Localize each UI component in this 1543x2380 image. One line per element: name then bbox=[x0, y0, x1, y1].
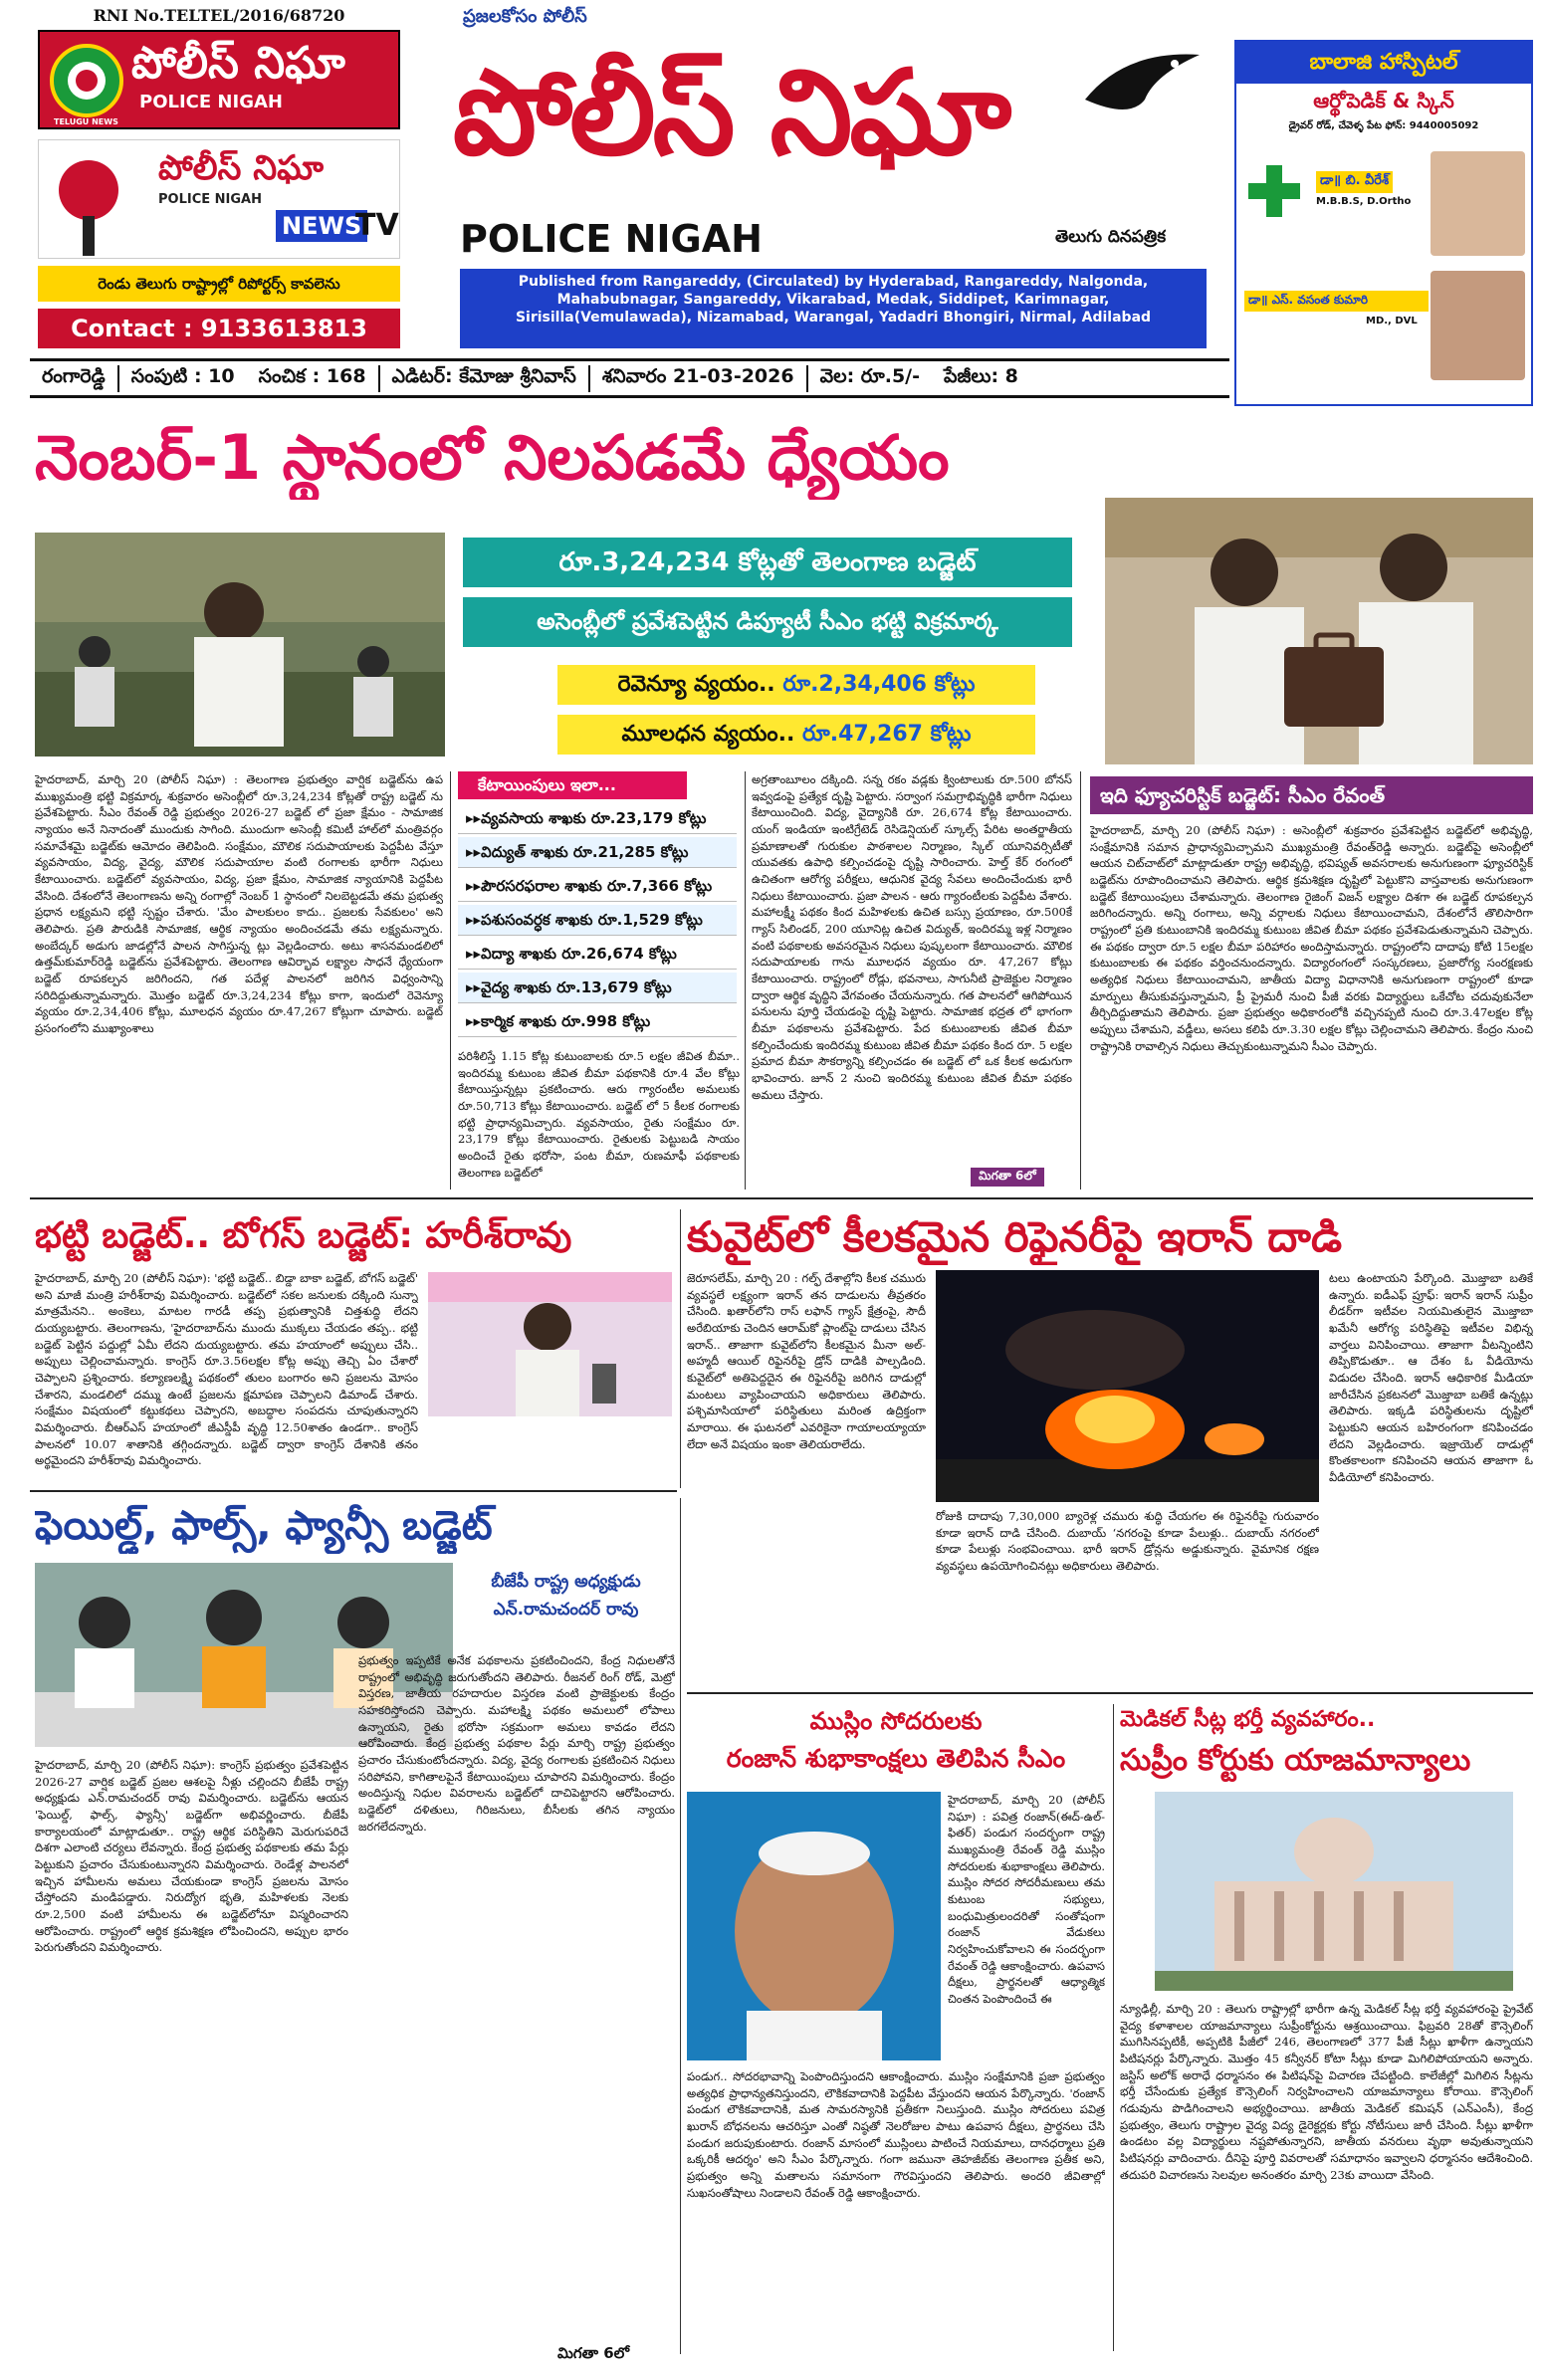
news-badge: NEWS bbox=[276, 210, 367, 242]
revenue-value: రూ.2,34,406 కోట్లు bbox=[782, 672, 976, 697]
left-logo-title: పోలీస్ నిఘా bbox=[131, 38, 345, 89]
info-pages: పేజీలు: 8 bbox=[944, 364, 1018, 387]
hospital-ad bbox=[1234, 40, 1533, 406]
ramzan-headline-1: ముస్లిం సోదరులకు bbox=[809, 1707, 983, 1735]
revanth-headline: ఇది ఫ్యూచరిస్టిక్ బడ్జెట్: సీఎం రేవంత్ bbox=[1090, 776, 1533, 814]
main-headline: నెంబర్-1 స్థానంలో నిలపడమే ధ్యేయం bbox=[35, 421, 950, 494]
reporters-wanted: రెండు తెలుగు రాష్ట్రాల్లో రిపోర్టర్స్ కావలెను bbox=[38, 266, 400, 302]
main-body-right: అగ్రతాంబూలం దక్కింది. సన్న రకం వడ్లకు క్వింటాలుకు రూ.500 బోనస్ ఇవ్వడంపై ప్రత్యేక దృష్టి పెట్టారు. సర్వాంగ సమగ్రాభివృద్ధికి భారీగా నిధులు కేటాయించింది. విద్య, వైద్యానికి రూ. 26,674 కోట్ల కేటాయించారు. యంగ్ ఇండియా ఇంటిగ్రేటెడ్ రెసిడెన్షియల్ స్కూల్స్ పేరిట అంతర్జాతీయ ప్రమాణాలతో గురుకుల పాఠశాలల నిర్మాణం, స్కిల్ యూనివర్సిటీతో యువతకు ఉపాధి కల్పించడంపై దృష్టి సారించారు. హెల్త్ కేర్ రంగంలో ఉచితంగా ఆరోగ్య పరీక్షలు, ఆధునిక వైద్య సేవలు అందించేందుకు భారీ నిధులు కేటాయించారు. ప్రజా పాలన - ఆరు గ్యారంటీలకు పెద్దపీట వేశారు. మహాలక్ష్మీ పథకం కింద మహిళలకు ఉచిత బస్సు ప్రయాణం, రూ.500కే గ్యాస్ సిలిండర్, 200 యూనిట్ల ఉచిత విద్యుత్, ఇందిరమ్మ ఇళ్ల నిర్మాణం వంటి పథకాలకు అవసరమైన నిధులు పుష్కలంగా కేటాయించారు. మౌలిక సదుపాయాలకు గాను మూలధన వ్యయం రూ. 47,267 కోట్లు కేటాయించారు. రాష్ట్రంలో రోడ్లు, భవనాలు, సాగునీటి ప్రాజెక్టుల నిర్మాణం ద్వారా ఆర్థిక వృద్ధిని వేగవంతం చేయనున్నారు. గత పాలనలో ఆగిపోయిన పనులను పూర్తి చేయడంపై దృష్టి పెట్టారు. సామాజిక భద్రత లో భాగంగా బీమా పథకాలను ప్రవేశపెట్టారు. పేద కుటుంబాలకు జీవిత బీమా కల్పించేందుకు ఇందిరమ్మ కుటుంబ జీవిత బీమా పథకం కింద రూ. 5 లక్షల ప్రమాద బీమా సౌకర్యాన్ని కల్పించడం ఈ బడ్జెట్ లో ఒక కీలక అడుగుగా భావించారు. జూన్ 2 నుంచి ఇందిరమ్మ కుటుంబ జీవిత బీమా పథకం అమలు చేస్తారు. bbox=[752, 772, 1072, 1102]
revenue-label: రెవెన్యూ వ్యయం.. bbox=[617, 672, 775, 697]
refinery-fire-photo bbox=[936, 1270, 1319, 1502]
main-body-left: హైదరాబాద్, మార్చి 20 (పోలీస్ నిఘా) : తెలంగాణ ప్రభుత్వం వార్షిక బడ్జెట్‌ను ఉప ముఖ్యమంత్రి భట్టి విక్రమార్క శుక్రవారం అసెంబ్లీలో రూ.3,24,234 కోట్లతో రాష్ట్ర బడ్జెట్ ను ప్రవేశపెట్టారు. సీఎం రేవంత్ రెడ్డి ప్రభుత్వం 2026-27 బడ్జెట్ లో ప్రజా క్షేమం - సామాజిక న్యాయం అనే నినాదంతో ముందుకు సాగింది. ముందుగా అసెంబ్లీ కమిటీ హాల్‌లో మంత్రివర్గం సమావేశమై బడ్జెట్‌కు ఆమోదం తెలిపింది. సంక్షేమం, మౌలిక సదుపాయాలకు పెద్దపీట వేస్తూ వ్యవసాయం, విద్య, వైద్య, మౌలిక సదుపాయాల వంటి రంగాలకు భారీగా నిధులు కేటాయించారు. బడ్జెట్‌లో వ్యవసాయం, విద్య, ప్రజా క్షేమం, సామాజిక న్యాయానికి పెద్దపీట వేసింది. దేశంలోనే తెలంగాణను అన్ని రంగాల్లో నెంబర్ 1 స్థానంలో నిలబెట్టడమే తమ ప్రభుత్వ ప్రధాన లక్ష్యమని భట్టి స్పష్టం చేశారు. 'మేం పాలకులం కాదు.. ప్రజలకు సేవకులం' అని తెలిపారు. ప్రతి పౌరుడికి సామాజిక, ఆర్థిక న్యాయం అందించడమే తమ లక్ష్యమన్నారు. అంబేద్కర్ అడుగు జాడల్లోనే పాలన సాగిస్తున్న ట్లు వెల్లడించారు. అటు శాసనమండలిలో ఉత్తమ్‌కుమార్‌రెడ్డి బడ్జెట్‌ను ప్రవేశపెట్టారు. తెలంగాణ ఆవిర్భావ లక్ష్యాల సాధనే ధ్యేయంగా బడ్జెట్ రూపకల్పన జరిగిందని, గత పదేళ్ల పాలనలో జరిగిన విధ్వంసాన్ని సరిదిద్దుతున్నామన్నారు. మొత్తం బడ్జెట్ రూ.3,24,234 కోట్లు కాగా, ఇందులో రెవెన్యూ వ్యయం రూ.2,34,406 కోట్లు, మూలధన వ్యయం రూ.47,267 కోట్లుగా చూపారు. బడ్జెట్ ప్రసంగంలోని ముఖ్యాంశాలు bbox=[35, 772, 443, 1036]
capital-banner bbox=[557, 715, 1035, 755]
ramzan-headline-2: రంజాన్ శుభాకాంక్షలు తెలిపిన సీఎం bbox=[726, 1744, 1066, 1773]
news-tv-title: పోలీస్ నిఘా bbox=[158, 148, 324, 188]
left-logo-sub: TELUGU NEWS bbox=[54, 117, 118, 126]
info-volume: సంపుటి : 10 bbox=[130, 364, 235, 387]
harish-headline: భట్టి బడ్జెట్.. బోగస్ బడ్జెట్: హరీశ్‌రావు bbox=[35, 1215, 572, 1256]
allocation-item: ▸▸కార్మిక శాఖకు రూ.998 కోట్లు bbox=[458, 1006, 737, 1037]
medical-body: న్యూఢిల్లీ, మార్చి 20 : తెలుగు రాష్ట్రాల్లో భారీగా ఉన్న మెడికల్ సీట్ల భర్తీ వ్యవహారంపై ప్రైవేట్ వైద్య కళాశాలల యాజమాన్యాలు సుప్రీంకోర్టును ఆశ్రయించాయి. ఫిబ్రవరి 28తో కౌన్సెలింగ్ ముగిసినప్పటికీ, అప్పటికి పీజీలో 246, తెలంగాణలో 377 పీజీ సీట్లు ఖాళీగా ఉన్నాయని పిటిషనర్లు పేర్కొన్నారు. మొత్తం 45 కన్వీనర్ కోటా సీట్లు కూడా మిగిలిపోయాయని అన్నారు. జస్టిస్ అలోక్ అరాధే ధర్మాసనం ఈ పిటిషన్‌పై విచారణ చేపట్టింది. కాలేజీల్లో మిగిలిన సీట్లను భర్తీ చేసేందుకు ప్రత్యేక కౌన్సెలింగ్ నిర్వహించాలని యాజమాన్యాలు కోరాయి. కౌన్సెలింగ్ గడువును పొడిగించాలని అభ్యర్థించాయి. జాతీయ మెడికల్ కమిషన్ (ఎన్‌ఎంసీ), కేంద్ర ప్రభుత్వం, తెలుగు రాష్ట్రాల వైద్య విద్య డైరెక్టర్లకు కోర్టు నోటీసులు జారీ చేసింది. సీట్లు ఖాళీగా ఉండటం వల్ల విద్యార్థులు నష్టపోతున్నారని, జాతీయ వనరులు వృథా అవుతున్నాయని పిటిషనర్లు వాదించారు. దీనిపై పూర్తి వివరాలతో సమాధానం ఇవ్వాలని ధర్మాసనం ఆదేశించింది. తదుపరి విచారణను సెలవుల అనంతరం మార్చి 23కు వాయిదా వేసింది. bbox=[1120, 2002, 1533, 2182]
allocation-item: ▸▸వైద్య శాఖకు రూ.13,679 కోట్లు bbox=[458, 973, 737, 1003]
allocation-item: ▸▸విద్యుత్ శాఖకు రూ.21,285 కోట్లు bbox=[458, 837, 737, 868]
news-tv-logo bbox=[38, 139, 400, 259]
doctor1-degree: M.B.B.S, D.Ortho bbox=[1316, 196, 1412, 207]
tv-label: TV bbox=[355, 208, 399, 243]
logo-emblem-icon bbox=[50, 44, 123, 117]
revenue-banner bbox=[557, 665, 1035, 705]
failed-headline: ఫెయిల్డ్, ఫాల్స్, ఫ్యాన్సీ బడ్జెట్ bbox=[35, 1503, 493, 1549]
medical-cross-icon bbox=[1244, 161, 1304, 221]
doctor1-name: డా॥ బి. వీరేశ్ bbox=[1316, 171, 1393, 193]
harish-photo bbox=[428, 1272, 672, 1416]
contact-number: Contact : 9133613813 bbox=[38, 309, 400, 348]
news-tv-english: POLICE NIGAH bbox=[158, 192, 262, 207]
microphone-icon bbox=[59, 160, 118, 220]
allocation-item: ▸▸పౌరసరఫరాల శాఖకు రూ.7,366 కోట్లు bbox=[458, 871, 737, 902]
kuwait-body-mid: రోజుకి దాదాపు 7,30,000 బ్యారెళ్ల చమురు శుద్ధి చేయగల ఈ రిఫైనరీపై గురువారం కూడా ఇరాన్ దాడి చేసింది. దుబాయ్ ‘నగరంపై కూడా పేలుళ్లు.. దుబాయ్ నగరంలో కూడా పేలుళ్లు సంభవించాయి. భారీ ఇరాన్ డ్రోన్లను అడ్డుకున్నారు. వైమానిక రక్షణ వ్యవస్థలు ఉపయోగించినట్లు అధికారులు తెలిపారు. bbox=[936, 1509, 1319, 1574]
info-place: రంగారెడ్డి bbox=[30, 365, 119, 392]
allocations-list bbox=[458, 803, 737, 1037]
info-bar bbox=[30, 358, 1229, 398]
ad-address: డ్రైవర్ రోడ్, చేవెళ్ళ పేట ఫోన్: 9440005092 bbox=[1288, 120, 1479, 131]
allocation-item: ▸▸వ్యవసాయ శాఖకు రూ.23,179 కోట్లు bbox=[458, 803, 737, 834]
medical-headline-1: మెడికల్ సీట్ల భర్తీ వ్యవహారం.. bbox=[1120, 1707, 1376, 1732]
ramzan-body-bottom: పండుగ.. సోదరభావాన్ని పెంపొందిస్తుందని ఆకాంక్షించారు. ముస్లిం సంక్షేమానికి ప్రజా ప్రభుత్వం అత్యధిక ప్రాధాన్యతనిస్తుందని, లౌకికవాదానికి పెద్దపీట వేస్తుందని ఆయన పేర్కొన్నారు. 'రంజాన్ పండుగ లౌకికవాదానికి, మత సామరస్యానికి ప్రతీకగా నిలుస్తుంది. ముస్లిం సోదరులు పవిత్ర ఖురాన్ బోధనలను ఆచరిస్తూ ఎంతో నిష్ఠతో నెలరోజుల పాటు ఉపవాస దీక్షలు, ప్రార్థనలు చేసి పండుగ జరుపుకుంటారు. రంజాన్ మాసంలో ముస్లింలు పాటించే నియమాలు, దానధర్మాలు ప్రతి ఒక్కరికీ ఆదర్శం' అని సీఎం పేర్కొన్నారు. గంగా జమునా తెహజీబ్‌కు తెలంగాణ ప్రతీక అని, ప్రభుత్వం అన్ని మతాలను సమానంగా గౌరవిస్తుందని తెలిపారు. అందరి జీవితాల్లో సుఖసంతోషాలు నిండాలని రేవంత్ రెడ్డి ఆకాంక్షించారు. bbox=[687, 2069, 1105, 2200]
left-panel bbox=[30, 5, 408, 348]
daily-label: తెలుగు దినపత్రిక bbox=[1055, 227, 1167, 247]
ad-subtitle: ఆర్థోపెడిక్ & స్కిన్ bbox=[1313, 89, 1454, 112]
masthead-title: పోలీస్ నిఘా bbox=[453, 44, 1009, 181]
info-price: వెల: రూ.5/- bbox=[819, 364, 921, 387]
kuwait-body-right: టలు ఉంటాయని పేర్కొంది. మొజ్తాబా బతికే ఉన్నారు. ఐడీఎఫ్ ప్రూఫ్: ఇరాన్ ఇరాన్ సుప్రీం లీడర్‌గా ఇటీవల నియమితులైన మొజ్తాబా ఖమేనీ ఆరోగ్య పరిస్థితిపై ఇటీవల విభిన్న వార్తలు వినిపించాయి. తాజాగా వీటన్నింటిని తిప్పికొడుతూ.. ఆ దేశం ఓ వీడియోను విడుదల చేసింది. ఇరాన్ ఆధికారిక మీడియా జారీచేసిన ప్రకటనలో మొజ్తాబా బతికే ఉన్నట్లు తెలిపారు. ఇక్కడి పరిస్థితులను దృష్టిలో పెట్టుకుని ఆయన బహిరంగంగా కనిపించడం లేదని వెల్లడించారు. ఇజ్రాయెల్ దాడుల్లో కొంతకాలంగా కనిపించని ఆయన తాజాగా ఓ వీడియోలో కనిపించారు. bbox=[1329, 1271, 1533, 1485]
capital-value: రూ.47,267 కోట్లు bbox=[801, 722, 972, 747]
failed-byline bbox=[460, 1568, 672, 1623]
harish-body-1: హైదరాబాద్, మార్చి 20 (పోలీస్ నిఘా): 'భట్టి బడ్జెట్.. బిడ్డా బాకా బడ్జెట్, బోగస్ బడ్జెట్' అని మాజీ మంత్రి హరీశ్‌రావు విమర్శించారు. బడ్జెట్‌లో సకల జనులకు దక్కింది సున్నా మాత్రమేనని.. అంకెలు, మాటల గారడీ తప్ప ప్రభుత్వానికి చిత్తశుద్ధి లేదని దుయ్యబట్టారు. తెలంగాణను, 'హైదరాబాద్‌ను ముందు ముక్కలు చేయడం తప్ప.. భట్టి బడ్జెట్ పెట్టిన పద్దుల్లో ఏమీ లేదని దుయ్యబట్టారు. తమ హయాంలో అప్పులు చేసి.. అప్పులు చెల్లించామన్నారు. కాంగ్రెస్ రూ.3.56లక్షల కోట్ల అప్పు తెచ్చి ఏం చేశారో చెప్పాలని ప్రశ్నించారు. కల్యాణలక్ష్మి పథకంలో తులం బంగారం అని ప్రజలను మోసం చేశారని, మండలిలో దమ్ము ఉంటే ప్రజలను క్షమాపణ చెప్పాలని డిమాండ్ చేశారు. సంక్షేమం విషయంలో కట్టుకథలు చెప్పారని, అబద్ధాల సంపదను చూపుతున్నారని విమర్శించారు. బీఆర్ఎస్ హయాంలో జీఎస్డీపీ వృద్ధి 12.50శాతం ఉండగా.. కాంగ్రెస్ పాలనలో 10.07 శాతానికి తగ్గిందన్నారు. బడ్జెట్ ద్వారా కాంగ్రెస్ దేశానికి తనం అర్థమైందని హరీశ్‌రావు విమర్శించారు. bbox=[35, 1271, 418, 1468]
budget-banner-1: రూ.3,24,234 కోట్లతో తెలంగాణ బడ్జెట్ bbox=[463, 538, 1072, 587]
revanth-ramzan-photo bbox=[687, 1792, 941, 2060]
tagline: ప్రజలకోసం పోలీస్ bbox=[463, 6, 587, 27]
allocation-item: ▸▸విద్యా శాఖకు రూ.26,674 కోట్లు bbox=[458, 939, 737, 970]
rni-number: RNI No.TELTEL/2016/68720 bbox=[93, 6, 345, 25]
kuwait-headline: కువైట్‌లో కీలకమైన రిఫైనరీపై ఇరాన్ దాడి bbox=[687, 1212, 1343, 1261]
main-body-mid: పరిశీలిస్తే 1.15 కోట్ల కుటుంబాలకు రూ.5 లక్షల జీవిత బీమా.. ఇందిరమ్మ కుటుంబ జీవిత బీమా పథకానికి రూ.4 వేల కోట్లు కేటాయిస్తున్నట్లు ప్రకటించారు. ఆరు గ్యారంటీల అమలుకు రూ.50,713 కోట్లు కేటాయించారు. బడ్జెట్ లో 5 కీలక రంగాలకు భట్టి ప్రాధాన్యమిచ్చారు. వ్యవసాయం, రైతు సంక్షేమం రూ. 23,179 కోట్లు కేటాయించారు. రైతులకు పెట్టుబడి సాయం అందించే రైతు భరోసా, పంట బీమా, రుణమాఫీ పథకాలకు తెలంగాణ బడ్జెట్‌లో bbox=[458, 1049, 740, 1180]
ramzan-body-side: హైదరాబాద్, మార్చి 20 (పోలీస్ నిఘా) : పవిత్ర రంజాన్(ఈద్-ఉల్-ఫితర్) పండుగ సందర్భంగా రాష్ట్ర ముఖ్యమంత్రి రేవంత్ రెడ్డి ముస్లిం సోదరులకు శుభాకాంక్షలు తెలిపారు. ముస్లిం సోదర సోదరీమణులు తమ కుటుంబ సభ్యులు, బంధుమిత్రులందరితో సంతోషంగా రంజాన్ వేడుకలు నిర్వహించుకోవాలని ఈ సందర్భంగా రేవంత్ రెడ్డి ఆకాంక్షించారు. ఉపవాస దీక్షలు, ప్రార్థనలతో ఆధ్యాత్మిక చింతన పెంపొందించే ఈ bbox=[948, 1793, 1105, 2007]
capital-label: మూలధన వ్యయం.. bbox=[621, 722, 795, 747]
failed-body-right: ప్రభుత్వం ఇప్పటికే అనేక పథకాలను ప్రకటించిందని, కేంద్ర నిధులతోనే రాష్ట్రంలో అభివృద్ధి జరుగుతోందని తెలిపారు. రీజనల్ రింగ్ రోడ్, మెట్రో విస్తరణ, జాతీయ రహదారుల విస్తరణ వంటి ప్రాజెక్టులకు కేంద్రం సహకరిస్తోందని చెప్పారు. మహాలక్ష్మి పథకం అమలులో లోపాలు ఉన్నాయని, రైతు భరోసా సక్రమంగా అమలు కావడం లేదని ఆరోపించారు. కేంద్ర ప్రభుత్వ పథకాల పేర్లు మార్చి రాష్ట్ర ప్రభుత్వం ప్రచారం చేసుకుంటోందన్నారు. విద్య, వైద్య రంగాలకు ప్రకటించిన నిధులు సరిపోవని, కాగితాలపైనే కేటాయింపులు చూపారని విమర్శించారు. కేంద్రం అందిస్తున్న నిధుల వివరాలను బడ్జెట్‌లో దాచిపెట్టారని ఆరోపించారు. బడ్జెట్‌లో దళితులు, గిరిజనులు, బీసీలకు తగిన న్యాయం జరగలేదన్నారు. bbox=[358, 1653, 675, 1834]
doctor2-photo bbox=[1431, 271, 1525, 380]
main-continued: మిగతా 6లో bbox=[971, 1168, 1044, 1187]
ad-title: బాలాజి హాస్పిటల్ bbox=[1236, 42, 1531, 84]
allocations-title: కేటాయింపులు ఇలా... bbox=[458, 771, 687, 799]
info-editor: ఎడిటర్: కేమోజు శ్రీనివాస్ bbox=[380, 365, 590, 392]
revanth-body: హైదరాబాద్, మార్చి 20 (పోలీస్ నిఘా) : అసెంబ్లీలో శుక్రవారం ప్రవేశపెట్టిన బడ్జెట్‌లో అభివృద్ధి, సంక్షేమానికి సమాన ప్రాధాన్యమిచ్చామని ముఖ్యమంత్రి రేవంత్‌రెడ్డి అన్నారు. బడ్జెట్‌పై అసెంబ్లీలో ఆయన చిట్‌చాట్‌లో మాట్లాడుతూ రాష్ట్ర అభివృద్ధి, భవిష్యత్ అవసరాలకు అనుగుణంగా ఫ్యూచరిస్టిక్ బడ్జెట్‌ను రూపొందించామని తెలిపారు. ఆర్థిక క్రమశిక్షణ దృష్టిలో పెట్టుకొని వాస్తవాలకు అనుగుణంగా బడ్జెట్ కేటాయింపులు చేశామన్నారు. తెలంగాణ రైజింగ్ విజన్ లక్ష్యాల దిశగా ఈ బడ్జెట్ రూపకల్పన జరిగిందన్నారు. అన్ని రంగాలు, అన్ని వర్గాలకు నిధులు కేటాయించామని, దేశంలోనే తొలిసారిగా రాష్ట్రంలో ప్రతి కుటుంబానికి ఇందిరమ్మ కుటుంబ జీవిత బీమా పథకం ప్రవేశపెడుతున్నామని చెప్పారు. ఈ పథకం ద్వారా రూ.5 లక్షల బీమా పరిహారం అందిస్తామన్నారు. రాష్ట్రంలోని దాదాపు కోటి 15లక్షల కుటుంబాలకు ఈ పథకం వర్తించనుందన్నారు. విద్యారంగంలో సంస్కరణలు, ప్రజారోగ్య సంరక్షణకు అత్యధిక నిధులు కేటాయించామని, జాతీయ విద్యా విధానానికి అనుగుణంగా రాష్ట్రంలో కూడా మార్పులు తీసుకువస్తున్నామని, ప్రీ ప్రైమరీ నుంచి పీజీ వరకు విద్యార్థులు ఒకేచోట చదువుకునేలా తీర్చిదిద్దుతామని తెలిపారు. ప్రజా ప్రభుత్వం అధికారంలోకి వచ్చినప్పటి నుంచి రూ.3.47లక్షల కోట్ల అప్పులు చేశామని, వడ్డీలు, అసలు కలిపి రూ.3.30 లక్షల కోట్లు చెల్లించామని తెలిపారు. కేంద్రం నుంచి రాష్ట్రానికి రావాల్సిన నిధులు తెచ్చుకుంటున్నామని సీఎం చెప్పారు. bbox=[1090, 823, 1533, 1053]
doctor2-name: డా॥ ఎస్. వసంత కుమారి bbox=[1244, 291, 1429, 312]
failed-body-left: హైదరాబాద్, మార్చి 20 (పోలీస్ నిఘా): కాంగ్రెస్ ప్రభుత్వం ప్రవేశపెట్టిన 2026-27 వార్షిక బడ్జెట్ ప్రజల ఆశలపై నీళ్లు చల్లిందని బీజేపీ రాష్ట్ర అధ్యక్షుడు ఎన్.రామచందర్ రావు విమర్శించారు. బడ్జెట్‌ను ఆయన 'ఫెయిల్డ్, ఫాల్స్, ఫ్యాన్సీ' బడ్జెట్‌గా అభివర్ణించారు. బీజేపీ కార్యాలయంలో మాట్లాడుతూ.. రాష్ట్ర ఆర్థిక పరిస్థితిని మెరుగుపరిచే దిశగా ఎలాంటి చర్యలు లేవన్నారు. కేంద్ర ప్రభుత్వ పథకాలకు తమ పేర్లు పెట్టుకుని ప్రచారం చేసుకుంటున్నారని విమర్శించారు. రెండేళ్ల పాలనలో ఇచ్చిన హామీలను అమలు చేయకుండా కాంగ్రెస్ ప్రజలను మోసం చేస్తోందని మండిపడ్డారు. నిరుద్యోగ భృతి, మహిళలకు నెలకు రూ.2,500 వంటి హామీలను ఈ బడ్జెట్‌లోనూ విస్మరించారని ఆరోపించారు. రాష్ట్రంలో ఆర్థిక క్రమశిక్షణ లోపించిందని, అప్పుల భారం పెరుగుతోందని విమర్శించారు. bbox=[35, 1758, 348, 1955]
left-logo bbox=[38, 30, 400, 129]
bird-emblem-icon bbox=[1075, 40, 1205, 139]
published-from: Published from Rangareddy, (Circulated) by Hyderabad, Rangareddy, Nalgonda, Mahabubnagar, Sangareddy, Vikarabad, Medak, Siddipet, Karimnagar, Sirisilla(Vemulawada), Nizamabad, Warangal, Yadadri Bhongiri, Nirmal, Adilabad bbox=[460, 269, 1207, 348]
supreme-court-photo bbox=[1155, 1792, 1513, 1991]
doctor1-photo bbox=[1431, 151, 1525, 256]
failed-byline-2: ఎన్.రామచందర్ రావు bbox=[493, 1600, 639, 1620]
masthead-english: POLICE NIGAH bbox=[460, 217, 763, 261]
allocation-item: ▸▸పశుసంవర్ధక శాఖకు రూ.1,529 కోట్లు bbox=[458, 905, 737, 936]
info-date: శనివారం 21-03-2026 bbox=[590, 365, 808, 392]
assembly-photo bbox=[35, 533, 445, 757]
medical-headline-2: సుప్రీం కోర్టుకు యాజమాన్యాలు bbox=[1120, 1743, 1471, 1778]
left-logo-english: POLICE NIGAH bbox=[139, 92, 283, 112]
doctor2-degree: MD., DVL bbox=[1366, 316, 1418, 326]
info-issue: సంచిక : 168 bbox=[247, 365, 380, 392]
budget-banner-2: అసెంబ్లీలో ప్రవేశపెట్టిన డిప్యూటీ సీఎం భట్టి విక్రమార్క bbox=[463, 597, 1072, 647]
failed-continued: మిగతా 6లో bbox=[557, 2344, 630, 2362]
masthead bbox=[0, 0, 1543, 358]
cm-briefcase-photo bbox=[1105, 498, 1533, 764]
failed-byline-1: బీజేపీ రాష్ట్ర అధ్యక్షుడు bbox=[491, 1572, 641, 1592]
kuwait-body-left: జెరూసలేమ్, మార్చి 20 : గల్ఫ్ దేశాల్లోని కీలక చమురు వ్యవస్థలే లక్ష్యంగా ఇరాన్ తన దాడులను తీవ్రతరం చేసింది. ఖతార్‌లోని రాస్ లఫాన్ గ్యాస్ క్షేత్రంపై, సౌదీ అరేబియాకు చెందిన ఆరామ్‌కో ప్లాంట్‌పై దాడులు చేసిన ఇరాన్.. తాజాగా కువైట్‌లోని కీలకమైన మీనా అల్- అహ్మదీ ఆయిల్ రిఫైనరీపై డ్రోన్ దాడికి పాల్పడింది. కువైట్‌లో అతిపెద్దదైన ఈ రిఫైనరీపై జరిగిన దాడుల్లో మంటలు వ్యాపించాయని అధికారులు తెలిపారు. పశ్చిమాసియాలో పరిస్థితులు మరింత ఉద్రిక్తంగా మారాయి. ఈ ఘటనలో ఎవరికైనా గాయాలయ్యాయా లేదా అనే విషయం ఇంకా తెలియరాలేదు. bbox=[687, 1271, 926, 1451]
